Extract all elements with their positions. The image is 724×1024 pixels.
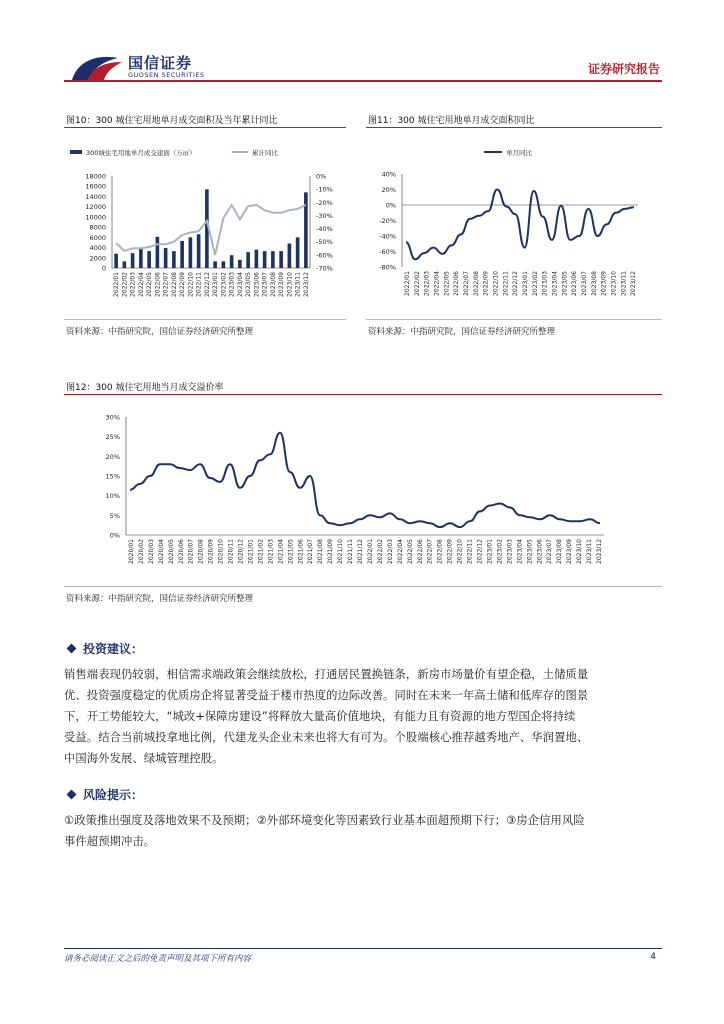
fig12-title: 图12：300 城住宅用地当月成交溢价率: [66, 383, 224, 393]
y-right-tick-label: -40%: [316, 225, 333, 234]
x-tick-label: 2022/04: [433, 271, 441, 296]
investment-heading: [68, 640, 143, 657]
x-tick-label: 2021/02: [257, 539, 265, 564]
x-tick-label: 2023/04: [551, 271, 559, 296]
x-tick-label: 2021/10: [337, 539, 345, 564]
y-tick-label: 40%: [381, 170, 396, 179]
y-left-tick-label: 14000: [85, 192, 106, 201]
x-tick-label: 2022/05: [146, 272, 154, 297]
x-tick-label: 2023/06: [571, 271, 579, 296]
y-right-tick-label: -20%: [316, 198, 333, 207]
x-tick-label: 2023/04: [236, 272, 244, 297]
risk-title: 风险提示：: [83, 788, 144, 802]
x-tick-label: 2023/07: [546, 539, 554, 564]
y-tick-label: 0%: [385, 201, 396, 210]
x-tick-label: 2021/09: [327, 539, 335, 564]
bar: [271, 251, 275, 268]
page-number: 4: [650, 952, 656, 962]
x-tick-label: 2023/12: [302, 272, 310, 297]
y-left-tick-label: 16000: [85, 182, 106, 191]
x-tick-label: 2022/07: [426, 539, 434, 564]
y-right-tick-label: -60%: [316, 251, 333, 260]
x-tick-label: 2023/01: [486, 539, 494, 564]
bar: [296, 237, 300, 268]
investment-title: 投资建议：: [83, 642, 144, 656]
x-tick-label: 2022/09: [446, 539, 454, 564]
risk-paragraph: [64, 810, 664, 852]
x-tick-label: 2020/11: [227, 539, 235, 564]
x-tick-label: 2023/08: [590, 271, 598, 296]
x-tick-label: 2022/08: [436, 539, 444, 564]
x-tick-label: 2023/05: [526, 539, 534, 564]
x-tick-label: 2022/12: [512, 271, 520, 296]
x-tick-label: 2022/12: [476, 539, 484, 564]
x-tick-label: 2020/07: [187, 539, 195, 564]
risk-line: ①政策推出强度及落地效果不及预期；②外部环境变化等因素致行业基本面超预期下行；③房企信用风险: [64, 814, 585, 827]
y-right-tick-label: -50%: [316, 238, 333, 247]
x-tick-label: 2023/05: [561, 271, 569, 296]
x-tick-label: 2022/03: [386, 539, 394, 564]
x-tick-label: 2022/06: [453, 271, 461, 296]
y-tick-label: 20%: [381, 186, 396, 194]
footer-rule: [64, 948, 662, 949]
x-tick-label: 2022/11: [466, 539, 474, 564]
investment-line: 优、投资强度稳定的优质房企将显著受益于楼市热度的边际改善。同时在未来一年高土储和低库存的图景: [64, 689, 589, 702]
bar: [263, 251, 267, 268]
x-tick-label: 2022/07: [462, 271, 470, 296]
bar: [288, 243, 292, 268]
report-type: 证券研究报告: [587, 62, 660, 76]
bar: [114, 254, 118, 268]
fig10-source: 资料来源：中指研究院，国信证券经济研究所整理: [66, 327, 254, 337]
x-tick-label: 2020/01: [127, 539, 135, 564]
y-right-tick-label: 0%: [316, 172, 327, 181]
y-right-tick-label: -70%: [316, 264, 333, 273]
bar: [147, 251, 151, 268]
x-tick-label: 2022/02: [413, 271, 421, 296]
cumulative-yoy-line: [116, 205, 306, 255]
x-tick-label: 2020/05: [167, 539, 175, 564]
x-tick-label: 2020/10: [217, 539, 225, 564]
x-tick-label: 2023/06: [253, 272, 261, 297]
investment-line: 受益。结合当前城投拿地比例，代建龙头企业未来也将大有可为。个股端核心推荐越秀地产、华润置地、: [64, 731, 589, 744]
investment-line: 销售端表现仍较弱，相信需求端政策会继续放松，打通居民置换链条，新房市场量价有望企稳，土储质量: [64, 668, 589, 681]
guosen-logo: [68, 50, 126, 84]
x-tick-label: 2022/06: [416, 539, 424, 564]
x-tick-label: 2023/01: [212, 272, 220, 297]
x-tick-label: 2022/07: [162, 272, 170, 297]
premium-rate-line: [130, 433, 600, 527]
x-tick-label: 2023/02: [220, 272, 228, 297]
bar: [213, 261, 217, 268]
fig10-rule: [64, 127, 346, 128]
x-tick-label: 2023/12: [630, 271, 638, 296]
bar: [255, 250, 259, 268]
bar: [238, 260, 242, 268]
x-tick-label: 2022/06: [154, 272, 162, 297]
x-tick-label: 2020/09: [207, 539, 215, 564]
x-tick-label: 2022/12: [203, 272, 211, 297]
x-tick-label: 2023/03: [541, 271, 549, 296]
x-tick-label: 2023/10: [286, 272, 294, 297]
y-right-tick-label: -10%: [316, 185, 333, 194]
investment-line: 中国海外发展、绿城管理控股。: [64, 752, 224, 765]
x-tick-label: 2022/05: [443, 271, 451, 296]
y-right-tick-label: -30%: [316, 211, 333, 220]
fig11-chart: [366, 140, 662, 315]
fig11-title: 图11：300 城住宅用地单月成交面积同比: [368, 116, 535, 126]
y-tick-label: -20%: [379, 217, 396, 225]
header-rule: [64, 80, 662, 82]
y-tick-label: 15%: [105, 472, 120, 481]
x-tick-label: 2021/11: [347, 539, 355, 564]
investment-line: 下，开工势能较大，“城改+保障房建设”将释放大量高价值地块，有能力且有资源的地方型国企将持续: [64, 710, 576, 723]
x-tick-label: 2021/07: [307, 539, 315, 564]
x-tick-label: 2022/04: [137, 272, 145, 297]
x-tick-label: 2022/08: [472, 271, 480, 296]
x-tick-label: 2023/05: [245, 272, 253, 297]
x-tick-label: 2020/08: [197, 539, 205, 564]
fig12-bottom-rule: [64, 586, 662, 587]
x-tick-label: 2022/03: [423, 271, 431, 296]
x-tick-label: 2023/02: [531, 271, 539, 296]
x-tick-label: 2020/12: [237, 539, 245, 564]
x-tick-label: 2022/11: [195, 272, 203, 297]
y-tick-label: 5%: [109, 511, 120, 520]
y-left-tick-label: 12000: [85, 203, 106, 212]
bar: [246, 252, 250, 268]
brand-name-en: GUOSEN SECURITIES: [128, 71, 205, 79]
x-tick-label: 2023/09: [278, 272, 286, 297]
x-tick-label: 2022/10: [492, 271, 500, 296]
risk-line: 事件超预期冲击。: [64, 835, 156, 848]
brand-name-cn: 国信证券: [128, 54, 193, 72]
legend-label: 累计同比: [252, 149, 278, 157]
x-tick-label: 2020/03: [147, 539, 155, 564]
x-tick-label: 2021/01: [247, 539, 255, 564]
x-tick-label: 2022/08: [170, 272, 178, 297]
y-tick-label: 20%: [105, 452, 120, 461]
bar: [230, 255, 234, 268]
x-tick-label: 2023/03: [506, 539, 514, 564]
y-tick-label: -80%: [379, 263, 396, 272]
fig12-source: 资料来源：中指研究院，国信证券经济研究所整理: [66, 594, 254, 604]
fig12-chart: [64, 405, 662, 585]
bar: [189, 237, 193, 268]
y-left-tick-label: 2000: [89, 254, 106, 263]
fig12-rule: [64, 394, 662, 395]
x-tick-label: 2021/04: [277, 539, 285, 564]
x-tick-label: 2023/01: [521, 271, 529, 296]
bar: [139, 248, 143, 268]
x-tick-label: 2022/01: [366, 539, 374, 564]
bar: [180, 241, 184, 268]
x-tick-label: 2023/12: [596, 539, 604, 564]
x-tick-label: 2023/11: [586, 539, 594, 564]
x-tick-label: 2020/06: [177, 539, 185, 564]
x-tick-label: 2022/11: [502, 271, 510, 296]
x-tick-label: 2021/06: [297, 539, 305, 564]
bar: [222, 261, 226, 268]
x-tick-label: 2021/03: [267, 539, 275, 564]
y-tick-label: -60%: [379, 248, 396, 256]
bar: [197, 234, 201, 268]
x-tick-label: 2023/07: [261, 272, 269, 297]
x-tick-label: 2022/04: [396, 539, 404, 564]
legend-bar-swatch: [70, 150, 82, 154]
fig11-source: 资料来源：中指研究院，国信证券经济研究所整理: [368, 327, 556, 337]
x-tick-label: 2023/09: [566, 539, 574, 564]
y-left-tick-label: 8000: [89, 223, 106, 232]
y-tick-label: 10%: [105, 492, 120, 501]
y-left-tick-label: 0: [101, 264, 106, 273]
x-tick-label: 2022/02: [376, 539, 384, 564]
y-tick-label: -40%: [379, 232, 396, 241]
legend-label: 300城住宅用地单月成交建面（万㎡）: [86, 149, 196, 157]
x-tick-label: 2021/05: [287, 539, 295, 564]
x-tick-label: 2022/05: [406, 539, 414, 564]
monthly-yoy-line: [406, 190, 634, 260]
y-left-tick-label: 6000: [89, 233, 106, 242]
bar: [131, 253, 135, 268]
bar: [164, 248, 168, 268]
x-tick-label: 2023/06: [536, 539, 544, 564]
legend-label: 单月同比: [506, 149, 532, 157]
x-tick-label: 2022/10: [456, 539, 464, 564]
fig11-bottom-rule: [366, 319, 662, 320]
bar: [123, 261, 127, 268]
x-tick-label: 2020/02: [137, 539, 145, 564]
x-tick-label: 2022/01: [113, 272, 121, 297]
x-tick-label: 2023/04: [516, 539, 524, 564]
x-tick-label: 2022/09: [482, 271, 490, 296]
diamond-bullet-icon: [67, 790, 77, 800]
y-left-tick-label: 10000: [85, 213, 106, 222]
bar: [172, 251, 176, 268]
x-tick-label: 2023/10: [576, 539, 584, 564]
fig10-bottom-rule: [64, 319, 346, 320]
x-tick-label: 2023/08: [269, 272, 277, 297]
y-left-tick-label: 18000: [85, 172, 106, 181]
risk-heading: [68, 786, 143, 803]
x-tick-label: 2022/09: [179, 272, 187, 297]
x-tick-label: 2022/02: [121, 272, 129, 297]
x-tick-label: 2023/02: [496, 539, 504, 564]
x-tick-label: 2023/03: [228, 272, 236, 297]
x-tick-label: 2023/08: [556, 539, 564, 564]
bar: [279, 251, 283, 268]
x-tick-label: 2022/01: [403, 271, 411, 296]
fig11-rule: [366, 127, 662, 128]
footer-disclaimer: 请务必阅读正文之后的免责声明及其项下所有内容: [64, 954, 252, 964]
x-tick-label: 2023/07: [580, 271, 588, 296]
x-tick-label: 2021/12: [357, 539, 365, 564]
bar: [304, 192, 308, 268]
y-tick-label: 30%: [105, 413, 120, 422]
x-tick-label: 2022/10: [187, 272, 195, 297]
y-tick-label: 0%: [109, 531, 120, 540]
bar: [156, 237, 160, 268]
x-tick-label: 2023/11: [294, 272, 302, 297]
x-tick-label: 2021/08: [317, 539, 325, 564]
y-tick-label: 25%: [105, 433, 120, 442]
fig10-chart: [64, 140, 348, 315]
x-tick-label: 2020/04: [157, 539, 165, 564]
x-tick-label: 2023/11: [620, 271, 628, 296]
diamond-bullet-icon: [67, 644, 77, 654]
x-tick-label: 2022/03: [129, 272, 137, 297]
x-tick-label: 2023/09: [600, 271, 608, 296]
y-left-tick-label: 4000: [89, 244, 106, 253]
x-tick-label: 2023/10: [610, 271, 618, 296]
fig10-title: 图10：300 城住宅用地单月成交面积及当年累计同比: [66, 116, 278, 126]
investment-paragraph: [64, 664, 664, 769]
